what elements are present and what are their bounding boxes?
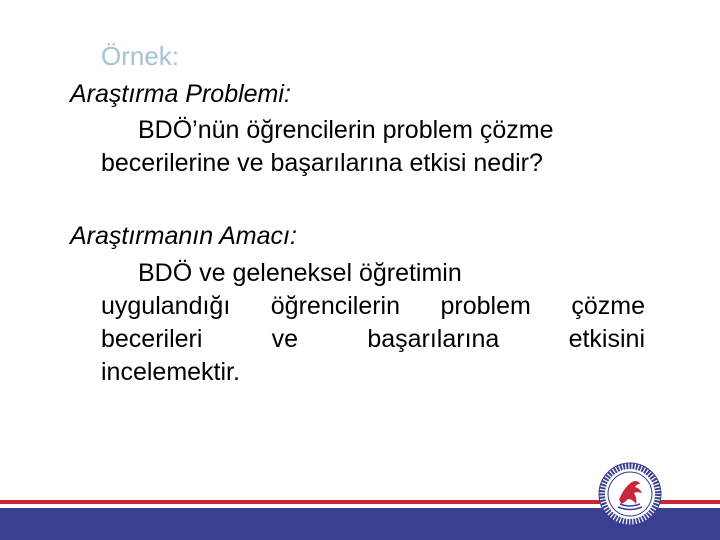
purpose-line-4: incelemektir. [101,358,240,386]
purpose-line-3: becerileri ve başarılarına etkisini [101,325,645,353]
problem-line-2: becerilerine ve başarılarına etkisi nedir? [101,149,543,177]
purpose-line-1 [101,257,645,290]
problem-line-1-text: BDÖ’nün öğrencilerin problem çözme [138,116,554,144]
problem-heading: Araştırma Problemi: [70,80,291,108]
slide-subtitle: Örnek: [101,41,180,71]
purpose-line-1-text: BDÖ ve geleneksel öğretimin [138,259,462,287]
purpose-heading: Araştırmanın Amacı: [70,222,297,250]
purpose-paragraph [101,257,645,389]
problem-paragraph [101,114,645,180]
university-seal-icon [598,462,662,526]
purpose-line-2: uygulandığı öğrencilerin problem çözme [101,292,645,320]
problem-line-1 [101,114,645,147]
